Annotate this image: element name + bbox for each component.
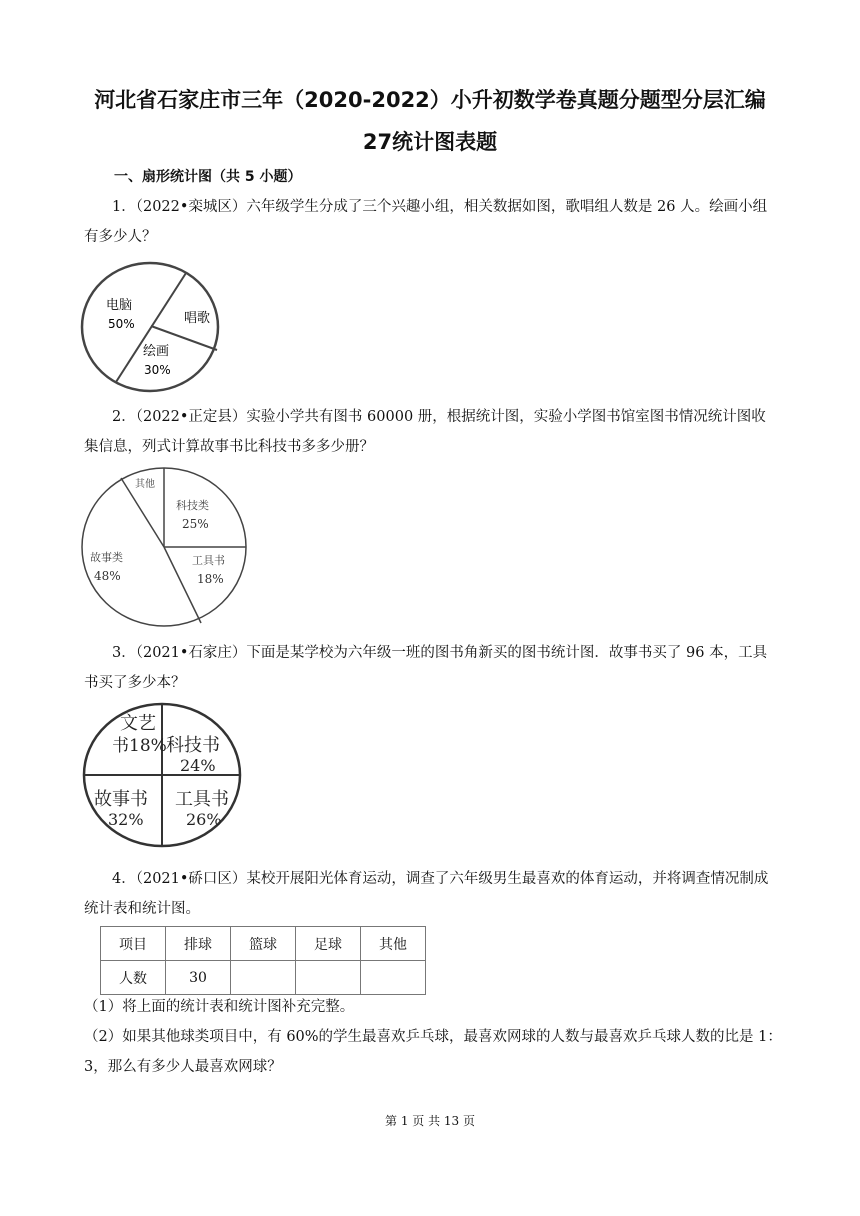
question-3-body: 3．（2021•石家庄）下面是某学校为六年级一班的图书角新买的图书统计图．故事书买了 96 本，工具书买了多少本？ bbox=[84, 645, 768, 691]
table-cell bbox=[296, 961, 361, 995]
pie-2-label-story-pct: 48% bbox=[94, 569, 121, 583]
pie-3-label-science-pct: 24% bbox=[180, 756, 216, 775]
pie-chart-1-svg bbox=[80, 262, 225, 397]
table-cell: 30 bbox=[166, 961, 231, 995]
pie-chart-3 bbox=[80, 701, 245, 851]
table-header-row bbox=[101, 927, 426, 961]
table-header-cell: 其他 bbox=[361, 927, 426, 961]
pie-3-label-tools-pct: 26% bbox=[186, 810, 222, 829]
page-footer: 第 1 页 共 13 页 bbox=[385, 1114, 475, 1128]
question-2-body: 2．（2022•正定县）实验小学共有图书 60000 册，根据统计图，实验小学图书馆室图书情况统计图收集信息，列式计算故事书比科技书多多少册？ bbox=[84, 409, 766, 455]
pie-1-label-computer: 电脑 bbox=[106, 298, 133, 313]
pie-1-label-computer-pct: 50% bbox=[108, 317, 135, 331]
table-header-cell: 排球 bbox=[166, 927, 231, 961]
pie-3-label-story-pct: 32% bbox=[108, 810, 144, 829]
pie-chart-3-svg bbox=[80, 701, 245, 851]
section-heading: 一、扇形统计图（共 5 小题） bbox=[114, 169, 302, 185]
document-title: 河北省石家庄市三年（2020-2022）小升初数学卷真题分题型分层汇编 bbox=[94, 88, 766, 112]
question-3-text bbox=[84, 638, 780, 698]
table-row bbox=[101, 961, 426, 995]
question-2-text bbox=[84, 402, 780, 462]
pie-1-label-singing: 唱歌 bbox=[184, 311, 211, 326]
pie-2-label-science: 科技类 bbox=[176, 499, 209, 512]
question-4-text bbox=[84, 864, 780, 924]
question-4-sub-2: （2）如果其他球类项目中，有 60%的学生最喜欢乒乓球，最喜欢网球的人数与最喜欢乒乓球人数的比是 1：3，那么有多少人最喜欢网球？ bbox=[84, 1029, 782, 1075]
table-header-cell: 项目 bbox=[101, 927, 166, 961]
pie-3-label-science: 科技书 bbox=[166, 735, 220, 756]
pie-2-label-tools: 工具书 bbox=[192, 554, 225, 567]
question-1-body: 1．（2022•栾城区）六年级学生分成了三个兴趣小组，相关数据如图，歌唱组人数是 26 人。绘画小组有多少人？ bbox=[84, 199, 768, 245]
pie-3-label-tools: 工具书 bbox=[175, 789, 229, 810]
pie-3-label-arts-2: 书18% bbox=[112, 736, 167, 756]
table-header-cell: 篮球 bbox=[231, 927, 296, 961]
pie-2-label-other: 其他 bbox=[135, 479, 155, 490]
sports-stat-table bbox=[100, 926, 426, 995]
pie-1-label-drawing: 绘画 bbox=[143, 344, 170, 359]
pie-chart-2-svg bbox=[80, 466, 250, 636]
pie-2-label-science-pct: 25% bbox=[182, 517, 209, 531]
table-cell: 人数 bbox=[101, 961, 166, 995]
question-1-text bbox=[84, 192, 780, 252]
document-subtitle: 27统计图表题 bbox=[362, 130, 498, 154]
pie-2-label-tools-pct: 18% bbox=[197, 572, 224, 586]
pie-chart-1 bbox=[80, 262, 225, 397]
table-cell bbox=[361, 961, 426, 995]
question-4-sub-1: （1）将上面的统计表和统计图补充完整。 bbox=[84, 999, 355, 1015]
pie-1-label-drawing-pct: 30% bbox=[144, 363, 171, 377]
pie-chart-2 bbox=[80, 466, 250, 636]
pie-2-label-story: 故事类 bbox=[90, 551, 123, 564]
question-4-body: 4．（2021•硚口区）某校开展阳光体育运动，调查了六年级男生最喜欢的体育运动，并将调查情况制成统计表和统计图。 bbox=[84, 871, 769, 917]
table-cell bbox=[231, 961, 296, 995]
pie-3-label-arts-1: 文艺 bbox=[120, 713, 156, 734]
pie-3-label-story: 故事书 bbox=[94, 789, 148, 810]
table-header-cell: 足球 bbox=[296, 927, 361, 961]
